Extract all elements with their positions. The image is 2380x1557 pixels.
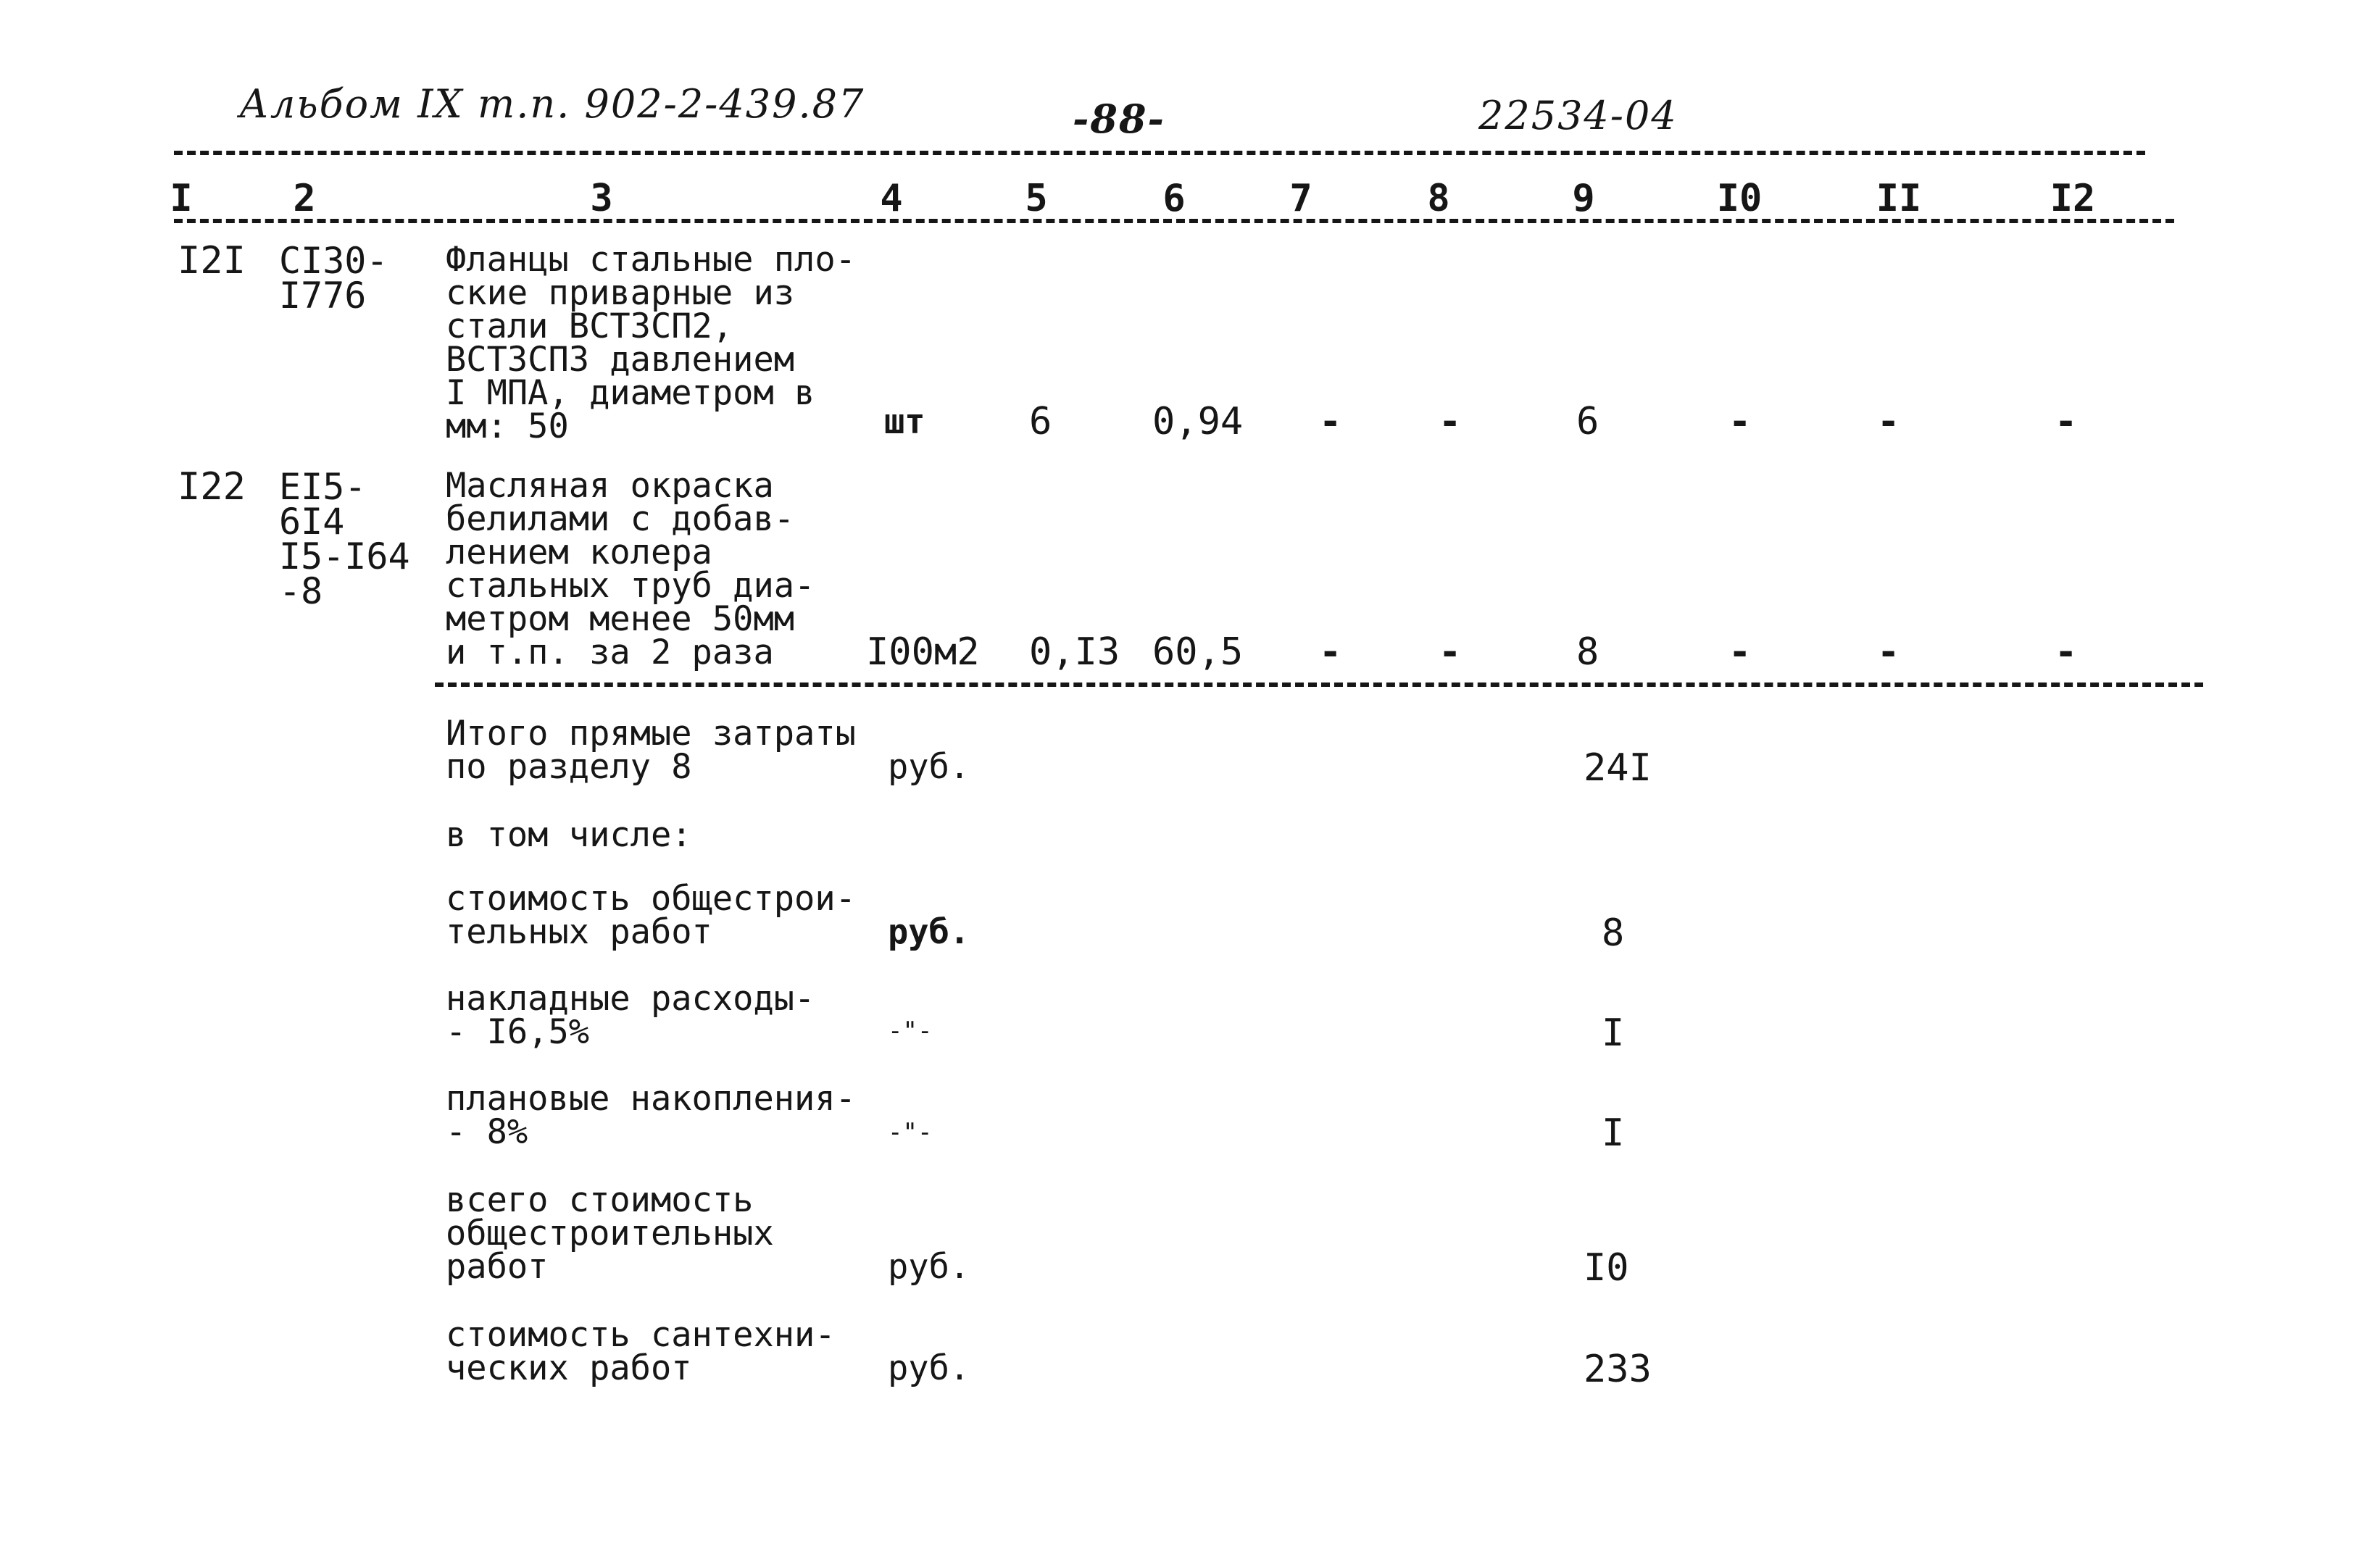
row-quantity: 0,I3 — [1029, 630, 1120, 674]
totals-label: накладные расходы- - I6,5% — [446, 979, 815, 1052]
row-total: 6 — [1576, 400, 1599, 443]
totals-unit: руб. — [888, 1247, 970, 1287]
header-rule — [174, 151, 2145, 155]
album-title: Альбом IX т.п. 902-2-439.87 — [239, 81, 865, 127]
totals-value: 233 — [1584, 1348, 1652, 1391]
row-number: I2I — [178, 239, 246, 283]
row-description: Фланцы стальные пло- ские приварные из стали ВСТ3СП2, ВСТ3СП3 давлением I МПА, диаметром в мм: 50 — [446, 240, 856, 446]
totals-label: стоимость общестрои- тельных работ — [446, 879, 856, 952]
row-code: CI30- I776 — [279, 240, 388, 317]
col-header-9: 9 — [1572, 177, 1595, 220]
row-price: 60,5 — [1152, 630, 1244, 674]
totals-unit: -"- — [888, 1118, 933, 1147]
col-header-4: 4 — [880, 177, 903, 220]
col-header-5: 5 — [1025, 177, 1048, 220]
col-header-7: 7 — [1289, 177, 1312, 220]
totals-label: всего стоимость общестроительных работ — [446, 1180, 774, 1287]
row-code: EI5- 6I4 I5-I64 -8 — [279, 466, 410, 612]
row-col12: - — [2055, 630, 2078, 674]
totals-value: 24I — [1584, 746, 1652, 790]
totals-value: I — [1602, 1011, 1625, 1055]
totals-label: плановые накопления- - 8% — [446, 1079, 856, 1152]
totals-unit: руб. — [888, 1348, 970, 1388]
section-rule — [435, 683, 2203, 687]
row-col8: - — [1439, 400, 1462, 443]
totals-value: I — [1602, 1111, 1625, 1155]
row-col8: - — [1439, 630, 1462, 674]
row-quantity: 6 — [1029, 400, 1052, 443]
row-col10: - — [1728, 630, 1752, 674]
row-unit: шт — [884, 402, 925, 442]
col-header-2: 2 — [293, 177, 316, 220]
totals-label: стоимость сантехни- ческих работ — [446, 1315, 836, 1388]
col-header-8: 8 — [1427, 177, 1450, 220]
row-description: Масляная окраска белилами с добав- лением колера стальных труб диа- метром менее 50мм и т.п. за 2 раза — [446, 466, 815, 672]
row-col7: - — [1319, 630, 1342, 674]
page-number: -88- — [1073, 96, 1165, 142]
row-col10: - — [1728, 400, 1752, 443]
col-header-12: I2 — [2050, 177, 2096, 220]
document-code: 22534-04 — [1478, 93, 1678, 138]
row-unit: I00м2 — [866, 630, 980, 674]
row-price: 0,94 — [1152, 400, 1244, 443]
row-col12: - — [2055, 400, 2078, 443]
row-number: I22 — [178, 465, 246, 509]
col-header-1: I — [170, 177, 193, 220]
row-col11: - — [1877, 400, 1900, 443]
row-total: 8 — [1576, 630, 1599, 674]
totals-label: в том числе: — [446, 815, 692, 855]
col-header-10: I0 — [1716, 177, 1763, 220]
col-header-11: II — [1876, 177, 1922, 220]
row-col11: - — [1877, 630, 1900, 674]
totals-unit: -"- — [888, 1017, 933, 1045]
col-header-6: 6 — [1162, 177, 1186, 220]
row-col7: - — [1319, 400, 1342, 443]
totals-value: I0 — [1584, 1246, 1629, 1290]
totals-label: Итого прямые затраты по разделу 8 — [446, 714, 856, 787]
totals-unit: руб. — [888, 747, 970, 787]
col-header-3: 3 — [590, 177, 613, 220]
totals-value: 8 — [1602, 911, 1625, 955]
column-header-rule — [174, 219, 2174, 223]
totals-unit: руб. — [888, 912, 970, 952]
